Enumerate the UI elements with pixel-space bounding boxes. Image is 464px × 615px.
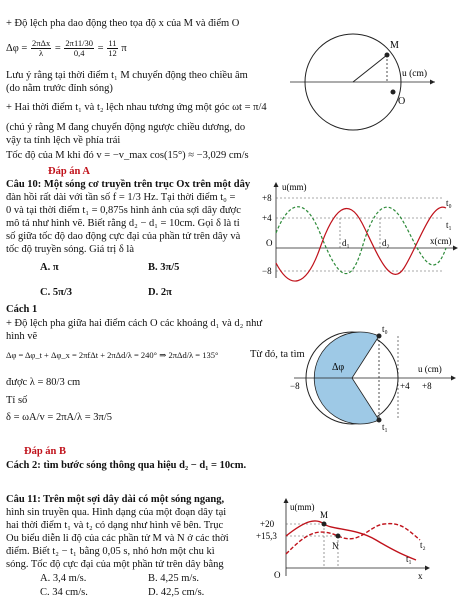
delta-phi-label: Δφ <box>332 362 345 373</box>
question-line: Câu 11: Trên một sợi dây dài có một sóng ngang, <box>6 494 225 505</box>
text-line: (do nằm trước đỉnh sóng) <box>6 83 113 94</box>
text-line: (chú ý rằng M đang chuyển động ngược chiều dương, do <box>6 122 246 133</box>
label-n: N <box>332 541 339 551</box>
arrow-icon <box>425 566 430 571</box>
question-line: Ou biểu diễn li độ của các phần tử M và N ở các thời <box>6 533 229 544</box>
text-line: + Độ lệch pha dao động theo tọa độ x của M và điểm O <box>6 18 240 29</box>
text-line: Tốc độ của M khi đó v = −v_max cos(15°) ≈ −3,029 cm/s <box>6 150 249 161</box>
option-c[interactable]: C. 5π/3 <box>40 287 73 298</box>
answer-label: Đáp án B <box>24 446 67 457</box>
phase-sum-formula: Δφ = Δφ_t + Δφ_x = 2πfΔt + 2πΔd/λ = 240° ⇒ 2πΔd/λ = 135° <box>6 350 219 360</box>
denominator: λ <box>39 48 44 58</box>
question-line: 0 và tại thời điểm t₁ = 0,875s hình ảnh của sợi dây được <box>6 205 241 216</box>
wave-t0 <box>276 207 446 274</box>
x-axis-label: x <box>418 571 423 581</box>
x-axis-label: x(cm) <box>430 236 452 246</box>
option-a[interactable]: A. π <box>40 262 59 273</box>
text-line: Từ đó, ta tìm <box>250 349 305 360</box>
formula-lhs: Δφ = <box>6 42 28 54</box>
question-line: số giữa tốc độ dao động cực đại của phần tử trên dây và <box>6 231 241 242</box>
option-a[interactable]: A. 3,4 m/s. <box>40 573 87 584</box>
arrow-icon <box>274 182 279 187</box>
tick-label: +8 <box>262 193 272 203</box>
fraction <box>64 39 94 58</box>
question-line: tốc độ truyền sóng. Giá trị δ là <box>6 244 135 255</box>
text-line: hình vẽ <box>6 331 38 342</box>
origin-label: O <box>266 238 273 248</box>
d1-label: d₁ <box>342 238 350 248</box>
point-n <box>336 534 341 539</box>
question-line: Câu 10: Một sóng cơ truyền trên trục Ox trên một dây <box>6 179 251 190</box>
tick-label: +15,3 <box>256 531 277 541</box>
axis-label: u (cm) <box>402 69 428 79</box>
origin-label: O <box>274 570 281 580</box>
phase-circle-diagram <box>276 322 462 434</box>
arrow-icon <box>284 498 289 503</box>
curve-label: t₂ <box>420 540 426 550</box>
point-t1 <box>377 418 382 423</box>
wavelength-result: được λ = 80/3 cm <box>6 377 81 388</box>
tick-label: +4 <box>262 213 272 223</box>
y-axis-label: u(mm) <box>290 502 315 512</box>
curve-label: t₀ <box>446 198 452 208</box>
label-m: M <box>390 40 399 51</box>
answer-label: Đáp án A <box>48 166 91 177</box>
point-o <box>391 90 396 95</box>
wave-t1 <box>286 521 416 560</box>
arrow-icon <box>451 376 456 381</box>
option-d[interactable]: D. 2π <box>148 287 172 298</box>
arrow-icon <box>453 246 458 251</box>
curve-label: t₁ <box>406 554 412 564</box>
fraction <box>31 39 51 58</box>
y-axis-label: u(mm) <box>282 182 307 192</box>
text-line: + Độ lệch pha giữa hai điểm cách O các khoảng d₁ và d₂ như <box>6 318 263 329</box>
phase-formula <box>6 39 127 58</box>
tick-label: −8 <box>290 381 300 391</box>
point-m <box>385 53 390 58</box>
wave-t2 <box>286 524 420 554</box>
label-t1: t₁ <box>382 422 388 432</box>
wave-graph <box>262 178 462 283</box>
label-o: O <box>398 96 406 107</box>
question-line: hình sin truyền qua. Hình dạng của một đoạn dây tại <box>6 507 227 518</box>
delta-result: δ = ωA/v = 2πA/λ = 3π/5 <box>6 412 112 423</box>
tick-label: +8 <box>422 381 432 391</box>
denominator: 12 <box>108 48 117 58</box>
point-m <box>322 522 327 527</box>
text-line: Tỉ số <box>6 395 28 406</box>
fraction <box>107 39 118 58</box>
phase-circle-diagram <box>285 12 445 162</box>
numerator: 2π11/30 <box>65 38 94 48</box>
solution-title: Cách 2: tìm bước sóng thông qua hiệu d₂ − d₁ = 10cm. <box>6 460 247 471</box>
question-line: mô tả như hình vẽ. Biết rằng d₂ − d₁ = 10cm. Gọi δ là tỉ <box>6 218 240 229</box>
equals: = <box>97 42 104 54</box>
question-line: hai thời điểm t₁ và t₂ có dạng như hình vẽ bên. Trục <box>6 520 224 531</box>
axis-label: u (cm) <box>418 364 442 374</box>
question-line: sóng. Tốc độ cực đại của một phần tử trên dây bằng <box>6 559 224 570</box>
label-m: M <box>320 510 329 520</box>
tick-label: +4 <box>400 381 410 391</box>
text-line: vậy ta tính lệch về phía trái <box>6 135 121 146</box>
tick-label: −8 <box>262 266 272 276</box>
question-line: đàn hồi rất dài với tần số f = 1/3 Hz. Tại thời điểm t₀ = <box>6 192 236 203</box>
option-b[interactable]: B. 4,25 m/s. <box>148 573 200 584</box>
option-b[interactable]: B. 3π/5 <box>148 262 180 273</box>
curve-label: t₁ <box>446 220 452 230</box>
numerator: 2πΔx <box>31 38 51 48</box>
point-t0 <box>377 334 382 339</box>
text-line: + Hai thời điểm t₁ và t₂ lệch nhau tương ứng một góc ωt = π/4 <box>6 102 267 113</box>
option-d[interactable]: D. 42,5 cm/s. <box>148 587 205 598</box>
solution-title: Cách 1 <box>6 304 38 315</box>
tick-label: +20 <box>260 519 275 529</box>
pi-symbol: π <box>121 42 127 54</box>
label-t0: t₀ <box>382 324 388 334</box>
equals: = <box>54 42 61 54</box>
question-line: điểm. Biết t₂ − t₁ bằng 0,05 s, nhỏ hơn một chu kì <box>6 546 215 557</box>
arrow-icon <box>430 80 435 85</box>
option-c[interactable]: C. 34 cm/s. <box>40 587 88 598</box>
d2-label: d₂ <box>382 238 390 248</box>
numerator: 11 <box>108 38 117 48</box>
wave-graph <box>256 496 436 586</box>
text-line: Lưu ý rằng tại thời điểm t₁ M chuyển động theo chiều âm <box>6 70 248 81</box>
denominator: 0,4 <box>73 48 85 58</box>
